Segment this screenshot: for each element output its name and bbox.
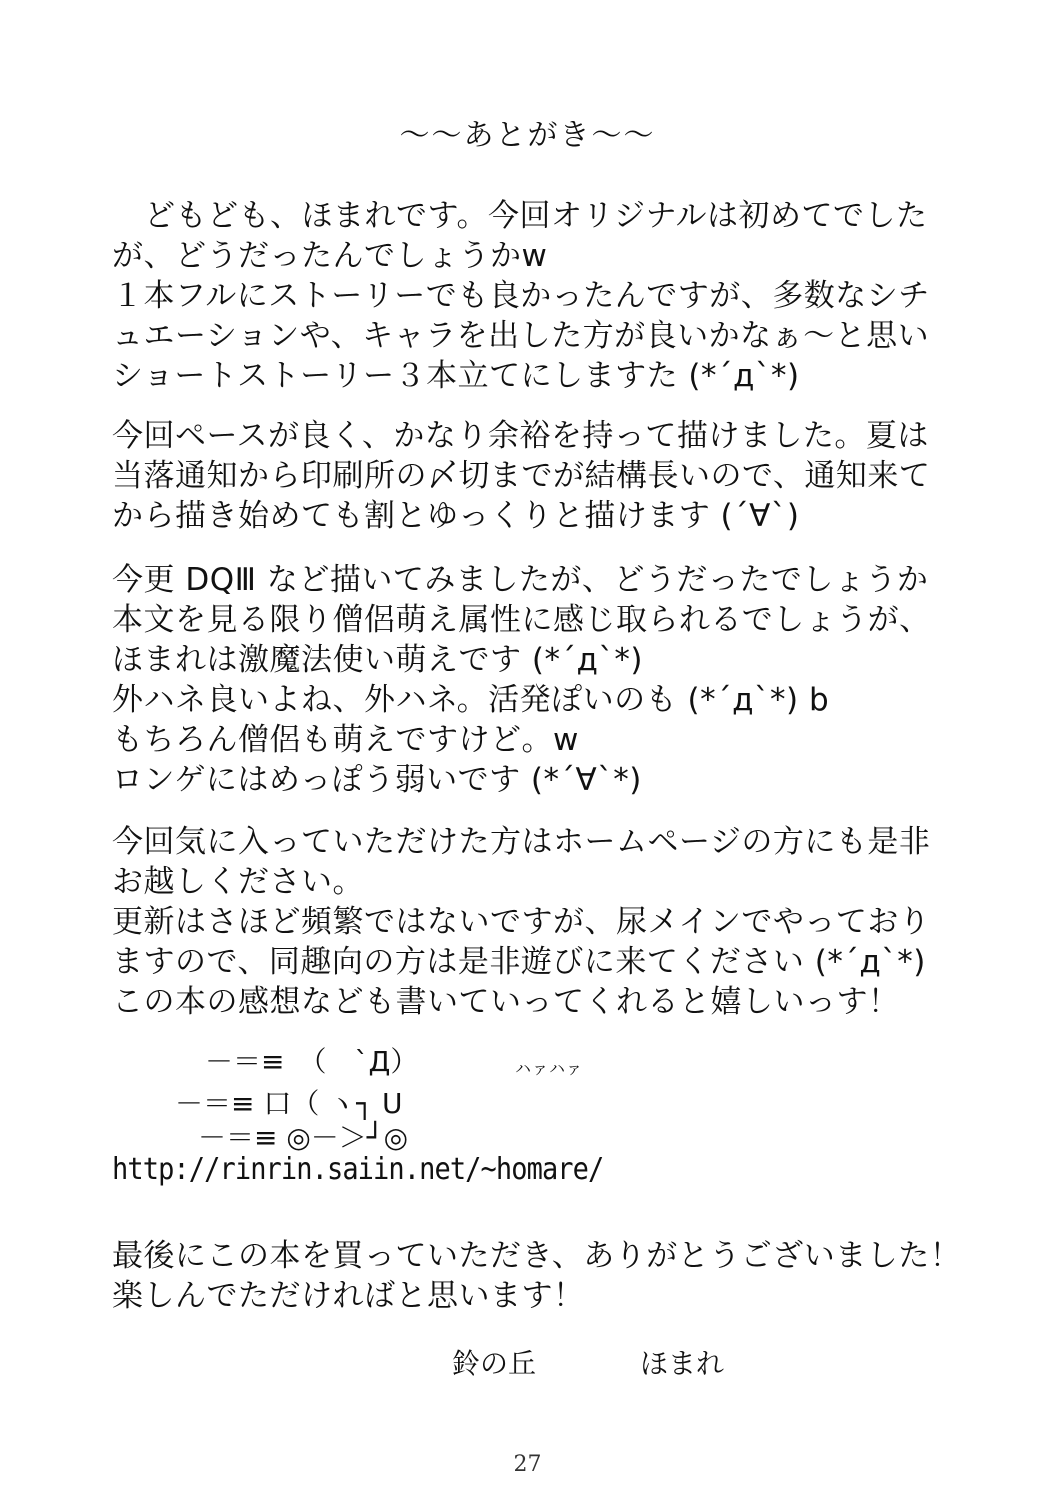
text-line: 今回ペースが良く、かなり余裕を持って描けました。夏は bbox=[112, 418, 929, 454]
signature-author: ほまれ bbox=[640, 1347, 725, 1380]
text-line: お越しください。 bbox=[112, 864, 364, 900]
paragraph-3 bbox=[112, 560, 942, 800]
paragraph-4 bbox=[112, 822, 942, 1022]
closing-paragraph bbox=[112, 1236, 962, 1316]
text-line: 楽しんでただければと思います！ bbox=[112, 1278, 585, 1314]
text-line: １本フルにストーリーでも良かったんですが、多数なシチ bbox=[112, 278, 930, 314]
afterword-title: ～～あとがき～～ bbox=[399, 118, 656, 153]
ascii-art-line-3: －＝≡ ◎－＞┘◎ bbox=[198, 1121, 409, 1154]
page-number: 27 bbox=[513, 1452, 542, 1477]
signature-circle: 鈴の丘 bbox=[452, 1347, 537, 1380]
text-line: ますので、同趣向の方は是非遊びに来てください (*´д`*) bbox=[112, 944, 926, 980]
text-line: 当落通知から印刷所の〆切までが結構長いので、通知来て bbox=[112, 458, 931, 494]
text-line: ショートストーリー３本立てにしますた (*´д`*) bbox=[112, 358, 800, 394]
text-line: が、どうだったんでしょうかw bbox=[112, 238, 548, 274]
paragraph-2 bbox=[112, 416, 942, 536]
ascii-art-line-1: －＝≡ （ `Д） bbox=[205, 1045, 419, 1078]
text-line: ロンゲにはめっぽう弱いです (*´∀`*) bbox=[112, 762, 642, 798]
text-line: もちろん僧侶も萌えですけど。w bbox=[112, 722, 579, 758]
text-line: ほまれは激魔法使い萌えです (*´д`*) bbox=[112, 642, 643, 678]
text-line: 今回気に入っていただけた方はホームページの方にも是非 bbox=[112, 824, 931, 860]
text-line: から描き始めても割とゆっくりと描けます (´∀`) bbox=[112, 498, 800, 534]
text-line: 外ハネ良いよね、外ハネ。活発ぽいのも (*´д`*) b bbox=[112, 682, 830, 718]
text-line: 今更 DQⅢ など描いてみましたが、どうだったでしょうか bbox=[112, 562, 929, 598]
text-line: この本の感想なども書いていってくれると嬉しいっす！ bbox=[112, 984, 900, 1020]
text-line: 最後にこの本を買っていただき、ありがとうございました！ bbox=[112, 1238, 962, 1274]
text-line: 本文を見る限り僧侶萌え属性に感じ取られるでしょうが、 bbox=[112, 602, 931, 638]
homepage-url[interactable]: http://rinrin.saiin.net/~homare/ bbox=[112, 1152, 604, 1187]
text-line: ュエーションや、キャラを出した方が良いかなぁ～と思い bbox=[112, 318, 930, 354]
text-line: どもども、ほまれです。今回オリジナルは初めてでした bbox=[144, 198, 928, 234]
ascii-art-note: ハァハァ bbox=[515, 1059, 584, 1078]
paragraph-1 bbox=[112, 196, 942, 396]
text-line: 更新はさほど頻繁ではないですが、尿メインでやっており bbox=[112, 904, 931, 940]
ascii-art-line-2: －＝≡ 口（ ヽ┐ U bbox=[175, 1087, 403, 1120]
